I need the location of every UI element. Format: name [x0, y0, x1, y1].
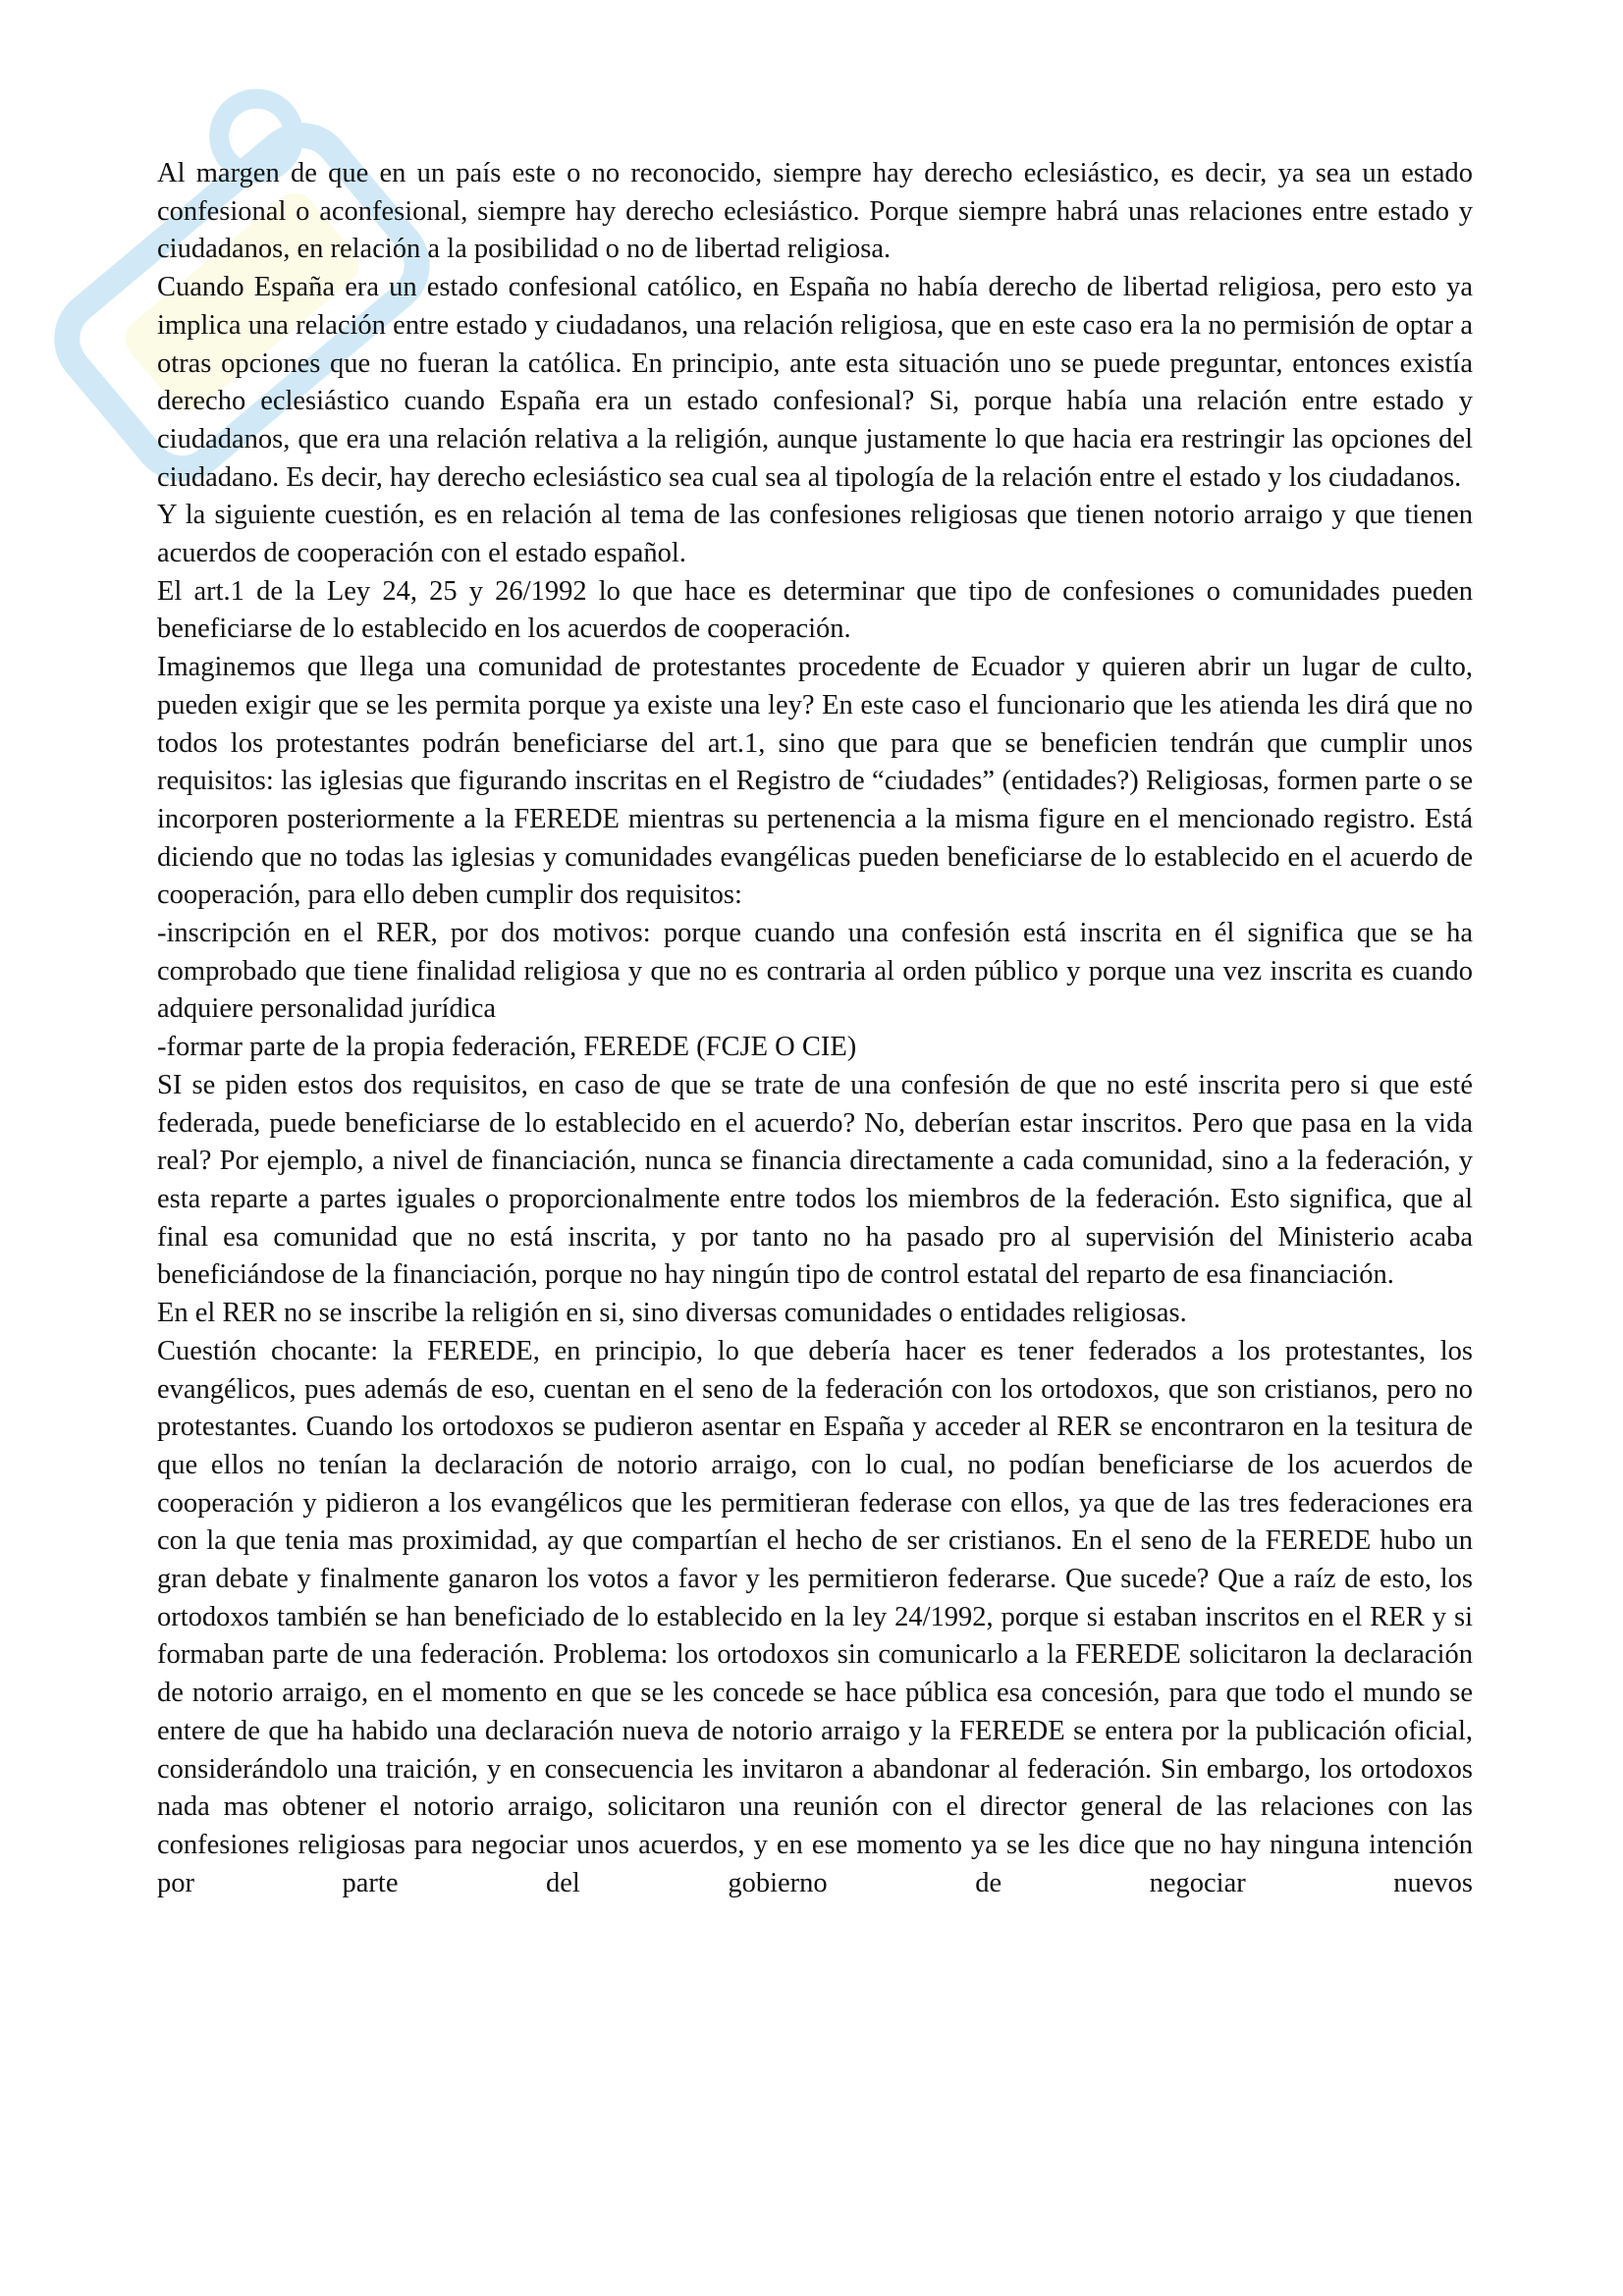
paragraph-7: -formar parte de la propia federación, FEREDE (FCJE O CIE): [157, 1032, 857, 1063]
paragraph-8: SI se piden estos dos requisitos, en caso de que se trate de una confesión de que no esté inscrita pero si que esté federada, puede beneficiarse de lo establecido en el acuerdo? No, deberían estar inscritos. Pero que pasa en la vida real? Por ejemplo, a nivel de financiación, nunca se financia directamente a cada comunidad, sino a la federación, y esta reparte a partes iguales o proporcionalmente entre todos los miembros de la federación. Esto significa, que al final esa comunidad que no está inscrita, y por tanto no ha pasado pro al supervisión del Ministerio acaba beneficiándose de la financiación, porque no hay ningún tipo de control estatal del reparto de esa financiación.: [157, 1069, 1473, 1291]
paragraph-9: En el RER no se inscribe la religión en si, sino diversas comunidades o entidades religiosas.: [157, 1298, 1187, 1329]
paragraph-3: Y la siguiente cuestión, es en relación al tema de las confesiones religiosas que tienen notorio arraigo y que tienen acuerdos de cooperación con el estado español.: [157, 500, 1473, 569]
paragraph-10: Cuestión chocante: la FEREDE, en principio, lo que debería hacer es tener federados a los protestantes, los evangélicos, pues además de eso, cuentan en el seno de la federación con los ortodoxos, que son cristianos, pero no protestantes. Cuando los ortodoxos se pudieron asentar en España y acceder al RER se encontraron en la tesitura de que ellos no tenían la declaración de notorio arraigo, con lo cual, no podían beneficiarse de los acuerdos de cooperación y pidieron a los evangélicos que les permitieran federase con ellos, ya que de las tres federaciones era con la que tenia mas proximidad, ay que compartían el hecho de ser cristianos. En el seno de la FEREDE hubo un gran debate y finalmente ganaron los votos a favor y les permitieron federarse. Que sucede? Que a raíz de esto, los ortodoxos también se han beneficiado de lo establecido en la ley 24/1992, porque si estaban inscritos en el RER y si formaban parte de una federación. Problema: los ortodoxos sin comunicarlo a la FEREDE solicitaron la declaración de notorio arraigo, en el momento en que se les concede se hace pública esa concesión, para que todo el mundo se entere de que ha habido una declaración nueva de notorio arraigo y la FEREDE se entera por la publicación oficial, considerándolo una traición, y en consecuencia les invitaron a abandonar al federación. Sin embargo, los ortodoxos nada mas obtener el notorio arraigo, solicitaron una reunión con el director general de las relaciones con las confesiones religiosas para negociar unos acuerdos, y en ese momento ya se les dice que no hay ninguna intención por parte del gobierno de negociar nuevos: [157, 1335, 1473, 1898]
paragraph-1: Al margen de que en un país este o no reconocido, siempre hay derecho eclesiástico, es decir, ya sea un estado confesional o aconfesional, siempre hay derecho eclesiástico. Porque siempre habrá unas relaciones entre estado y ciudadanos, en relación a la posibilidad o no de libertad religiosa.: [157, 158, 1473, 265]
paragraph-4: El art.1 de la Ley 24, 25 y 26/1992 lo que hace es determinar que tipo de confesiones o comunidades pueden beneficiarse de lo establecido en los acuerdos de cooperación.: [157, 575, 1473, 645]
paragraph-5: Imaginemos que llega una comunidad de protestantes procedente de Ecuador y quieren abrir un lugar de culto, pueden exigir que se les permita porque ya existe una ley? En este caso el funcionario que les atienda les dirá que no todos los protestantes podrán beneficiarse del art.1, sino que para que se beneficien tendrán que cumplir unos requisitos: las iglesias que figurando inscritas en el Registro de “ciudades” (entidades?) Religiosas, formen parte o se incorporen posteriormente a la FEREDE mientras su pertenencia a la misma figure en el mencionado registro. Está diciendo que no todas las iglesias y comunidades evangélicas pueden beneficiarse de lo establecido en el acuerdo de cooperación, para ello deben cumplir dos requisitos:: [157, 652, 1473, 911]
paragraph-6: -inscripción en el RER, por dos motivos: porque cuando una confesión está inscrita en él significa que se ha comprobado que tiene finalidad religiosa y que no es contraria al orden público y porque una vez inscrita es cuando adquiere personalidad jurídica: [157, 918, 1473, 1025]
paragraph-2: Cuando España era un estado confesional católico, en España no había derecho de libertad religiosa, pero esto ya implica una relación entre estado y ciudadanos, una relación religiosa, que en este caso era la no permisión de optar a otras opciones que no fueran la católica. En principio, ante esta situación uno se puede preguntar, entonces existía derecho eclesiástico cuando España era un estado confesional? Si, porque había una relación entre estado y ciudadanos, que era una relación relativa a la religión, aunque justamente lo que hacia era restringir las opciones del ciudadano. Es decir, hay derecho eclesiástico sea cual sea al tipología de la relación entre el estado y los ciudadanos.: [157, 272, 1473, 493]
document-body: [157, 155, 1473, 1902]
